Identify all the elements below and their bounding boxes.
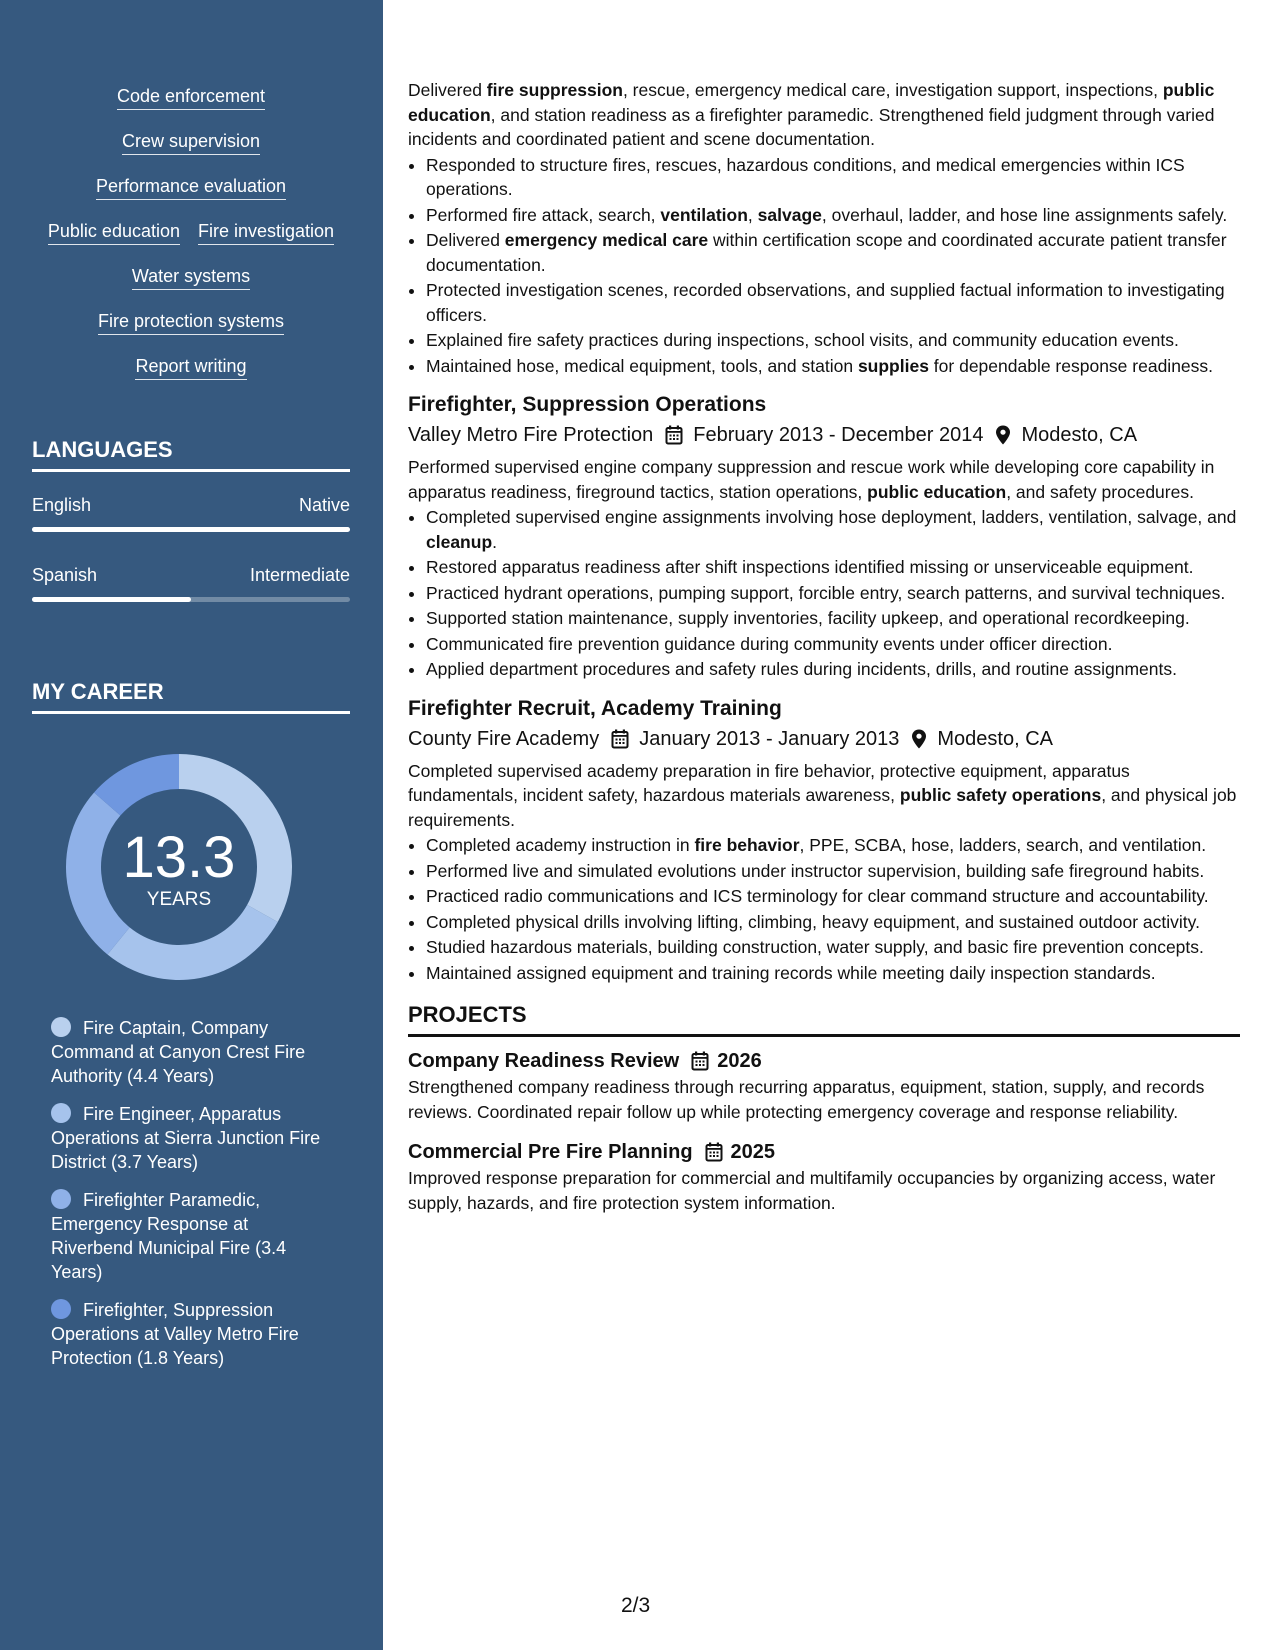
career-legend-label: Fire Captain, Company Command at Canyon Crest Fire Authority (4.4 Years) (51, 1018, 306, 1086)
bullet-item: • Restored apparatus readiness after shift inspections identified missing or unserviceable equipment. (426, 555, 1240, 580)
skill-row (32, 264, 350, 309)
project-name: Commercial Pre Fire Planning (408, 1141, 693, 1163)
intro-summary: Delivered fire suppression, rescue, emergency medical care, investigation support, inspections, public education, and station readiness as a firefighter paramedic. Strengthened field judgment through varied incidents and coordinated patient and scene documentation. (408, 80, 1215, 149)
skill-tag: Code enforcement (117, 84, 265, 110)
job-dates: January 2013 - January 2013 (639, 727, 900, 750)
skill-row (32, 129, 350, 174)
job-meta (408, 421, 1240, 449)
job-location: Modesto, CA (1021, 424, 1138, 446)
job-summary: Performed supervised engine company suppression and rescue work while developing core capability in apparatus readiness, fireground tactics, station operations, public education, and safety procedures. (408, 457, 1215, 502)
skill-tag: Report writing (135, 354, 246, 380)
project-title (408, 1138, 1240, 1166)
career-legend-label: Fire Engineer, Apparatus Operations at Sierra Junction Fire District (3.7 Years) (51, 1104, 321, 1172)
location-pin-icon (995, 425, 1011, 445)
language-proficiency-fill (32, 527, 350, 532)
bullet-item: • Maintained assigned equipment and training records while meeting daily inspection standards. (426, 961, 1240, 986)
page-number: 2/3 (621, 1594, 651, 1617)
main-content (408, 78, 1240, 1215)
career-legend-item (51, 1102, 321, 1174)
bullet-item: • Completed academy instruction in fire behavior, PPE, SCBA, hose, ladders, search, and ventilation. (426, 833, 1240, 858)
career-donut-chart (66, 754, 292, 980)
bullet-item: • Applied department procedures and safety rules during incidents, drills, and routine assignments. (426, 657, 1240, 682)
project-year: 2025 (730, 1141, 776, 1163)
language-english (32, 493, 350, 532)
location-pin-icon (911, 729, 927, 749)
legend-dot-icon (51, 1299, 71, 1319)
bullet-item: • Studied hazardous materials, building construction, water supply, and basic fire prevention concepts. (426, 935, 1240, 960)
intro-bullets (408, 153, 1240, 379)
legend-dot-icon (51, 1189, 71, 1209)
calendar-icon (611, 729, 629, 749)
bullet-item: • Responded to structure fires, rescues, hazardous conditions, and medical emergencies within ICS operations. (426, 153, 1240, 202)
career-legend-label: Firefighter, Suppression Operations at Valley Metro Fire Protection (1.8 Years) (51, 1300, 299, 1368)
language-name: Spanish (32, 565, 98, 585)
skill-tag: Water systems (132, 264, 250, 290)
bullet-item: • Practiced hydrant operations, pumping support, forcible entry, search patterns, and survival techniques. (426, 581, 1240, 606)
project-description: Strengthened company readiness through recurring apparatus, equipment, station, supply, and records reviews. Coordinated repair follow up while protecting emergency coverage and response reliability. (408, 1077, 1205, 1122)
skill-row (32, 84, 350, 129)
job-meta (408, 725, 1240, 753)
job-location: Modesto, CA (937, 727, 1053, 750)
career-legend-item (51, 1188, 321, 1284)
bullet-item: • Supported station maintenance, supply inventories, facility upkeep, and operational recordkeeping. (426, 606, 1240, 631)
career-legend-item (51, 1298, 321, 1370)
bullet-item: • Performed live and simulated evolutions under instructor supervision, building safe fireground habits. (426, 859, 1240, 884)
skill-tag: Public education (48, 219, 180, 245)
career-legend (51, 1016, 321, 1384)
project-description: Improved response preparation for commercial and multifamily occupancies by organizing access, water supply, hazards, and fire protection system information. (408, 1168, 1216, 1213)
skill-row (32, 219, 350, 264)
career-heading: MY CAREER (32, 678, 350, 714)
calendar-icon (665, 425, 683, 445)
legend-dot-icon (51, 1017, 71, 1037)
languages-heading: LANGUAGES (32, 436, 350, 472)
sidebar (0, 0, 383, 1650)
skill-row (32, 174, 350, 219)
calendar-icon (691, 1051, 709, 1071)
job-dates: February 2013 - December 2014 (693, 424, 984, 446)
job-company: Valley Metro Fire Protection (408, 424, 654, 446)
skills-list (32, 84, 350, 399)
job-bullets (408, 833, 1240, 985)
bullet-item: • Communicated fire prevention guidance during community events under officer direction. (426, 632, 1240, 657)
job-title: Firefighter, Suppression Operations (408, 393, 767, 416)
language-level: Intermediate (249, 565, 350, 585)
bullet-item: • Maintained hose, medical equipment, tools, and station supplies for dependable response readiness. (426, 354, 1240, 379)
career-legend-label: Firefighter Paramedic, Emergency Response at Riverbend Municipal Fire (3.4 Years) (51, 1190, 287, 1282)
job-title: Firefighter Recruit, Academy Training (408, 696, 782, 720)
language-spanish (32, 563, 350, 602)
bullet-item: • Performed fire attack, search, ventilation, salvage, overhaul, ladder, and hose line assignments safely. (426, 203, 1240, 228)
bullet-item: • Completed supervised engine assignments involving hose deployment, ladders, ventilation, salvage, and cleanup. (426, 505, 1240, 554)
project-name: Company Readiness Review (408, 1050, 680, 1072)
job-summary: Completed supervised academy preparation in fire behavior, protective equipment, apparatus fundamentals, incident safety, hazardous materials awareness, public safety operations, and physical job requirements. (408, 760, 1237, 830)
skill-tag: Performance evaluation (96, 174, 286, 200)
donut-segment (108, 905, 278, 980)
job-company: County Fire Academy (408, 727, 600, 750)
language-proficiency-bar (32, 597, 350, 602)
language-name: English (32, 495, 92, 515)
skill-row (32, 309, 350, 354)
calendar-icon (705, 1142, 723, 1162)
career-total-years: 13.3 (122, 825, 236, 890)
skill-tag: Fire investigation (198, 219, 334, 245)
project-year: 2026 (717, 1050, 762, 1072)
language-level: Native (298, 495, 350, 515)
career-legend-item (51, 1016, 321, 1088)
career-years-unit: YEARS (146, 889, 212, 910)
bullet-item: • Practiced radio communications and ICS terminology for clear command structure and accountability. (426, 884, 1240, 909)
language-proficiency-bar (32, 527, 350, 532)
language-proficiency-fill (32, 597, 191, 602)
project-title (408, 1047, 1240, 1075)
bullet-item: • Explained fire safety practices during inspections, school visits, and community education events. (426, 328, 1240, 353)
skill-row (32, 354, 350, 399)
skill-tag: Crew supervision (122, 129, 260, 155)
job-bullets (408, 505, 1240, 682)
bullet-item: • Completed physical drills involving lifting, climbing, heavy equipment, and sustained outdoor activity. (426, 910, 1240, 935)
legend-dot-icon (51, 1103, 71, 1123)
bullet-item: • Delivered emergency medical care within certification scope and coordinated accurate patient transfer documentation. (426, 228, 1240, 277)
bullet-item: • Protected investigation scenes, recorded observations, and supplied factual information to investigating officers. (426, 278, 1240, 327)
skill-tag: Fire protection systems (98, 309, 284, 335)
projects-heading: PROJECTS (408, 1001, 1240, 1037)
